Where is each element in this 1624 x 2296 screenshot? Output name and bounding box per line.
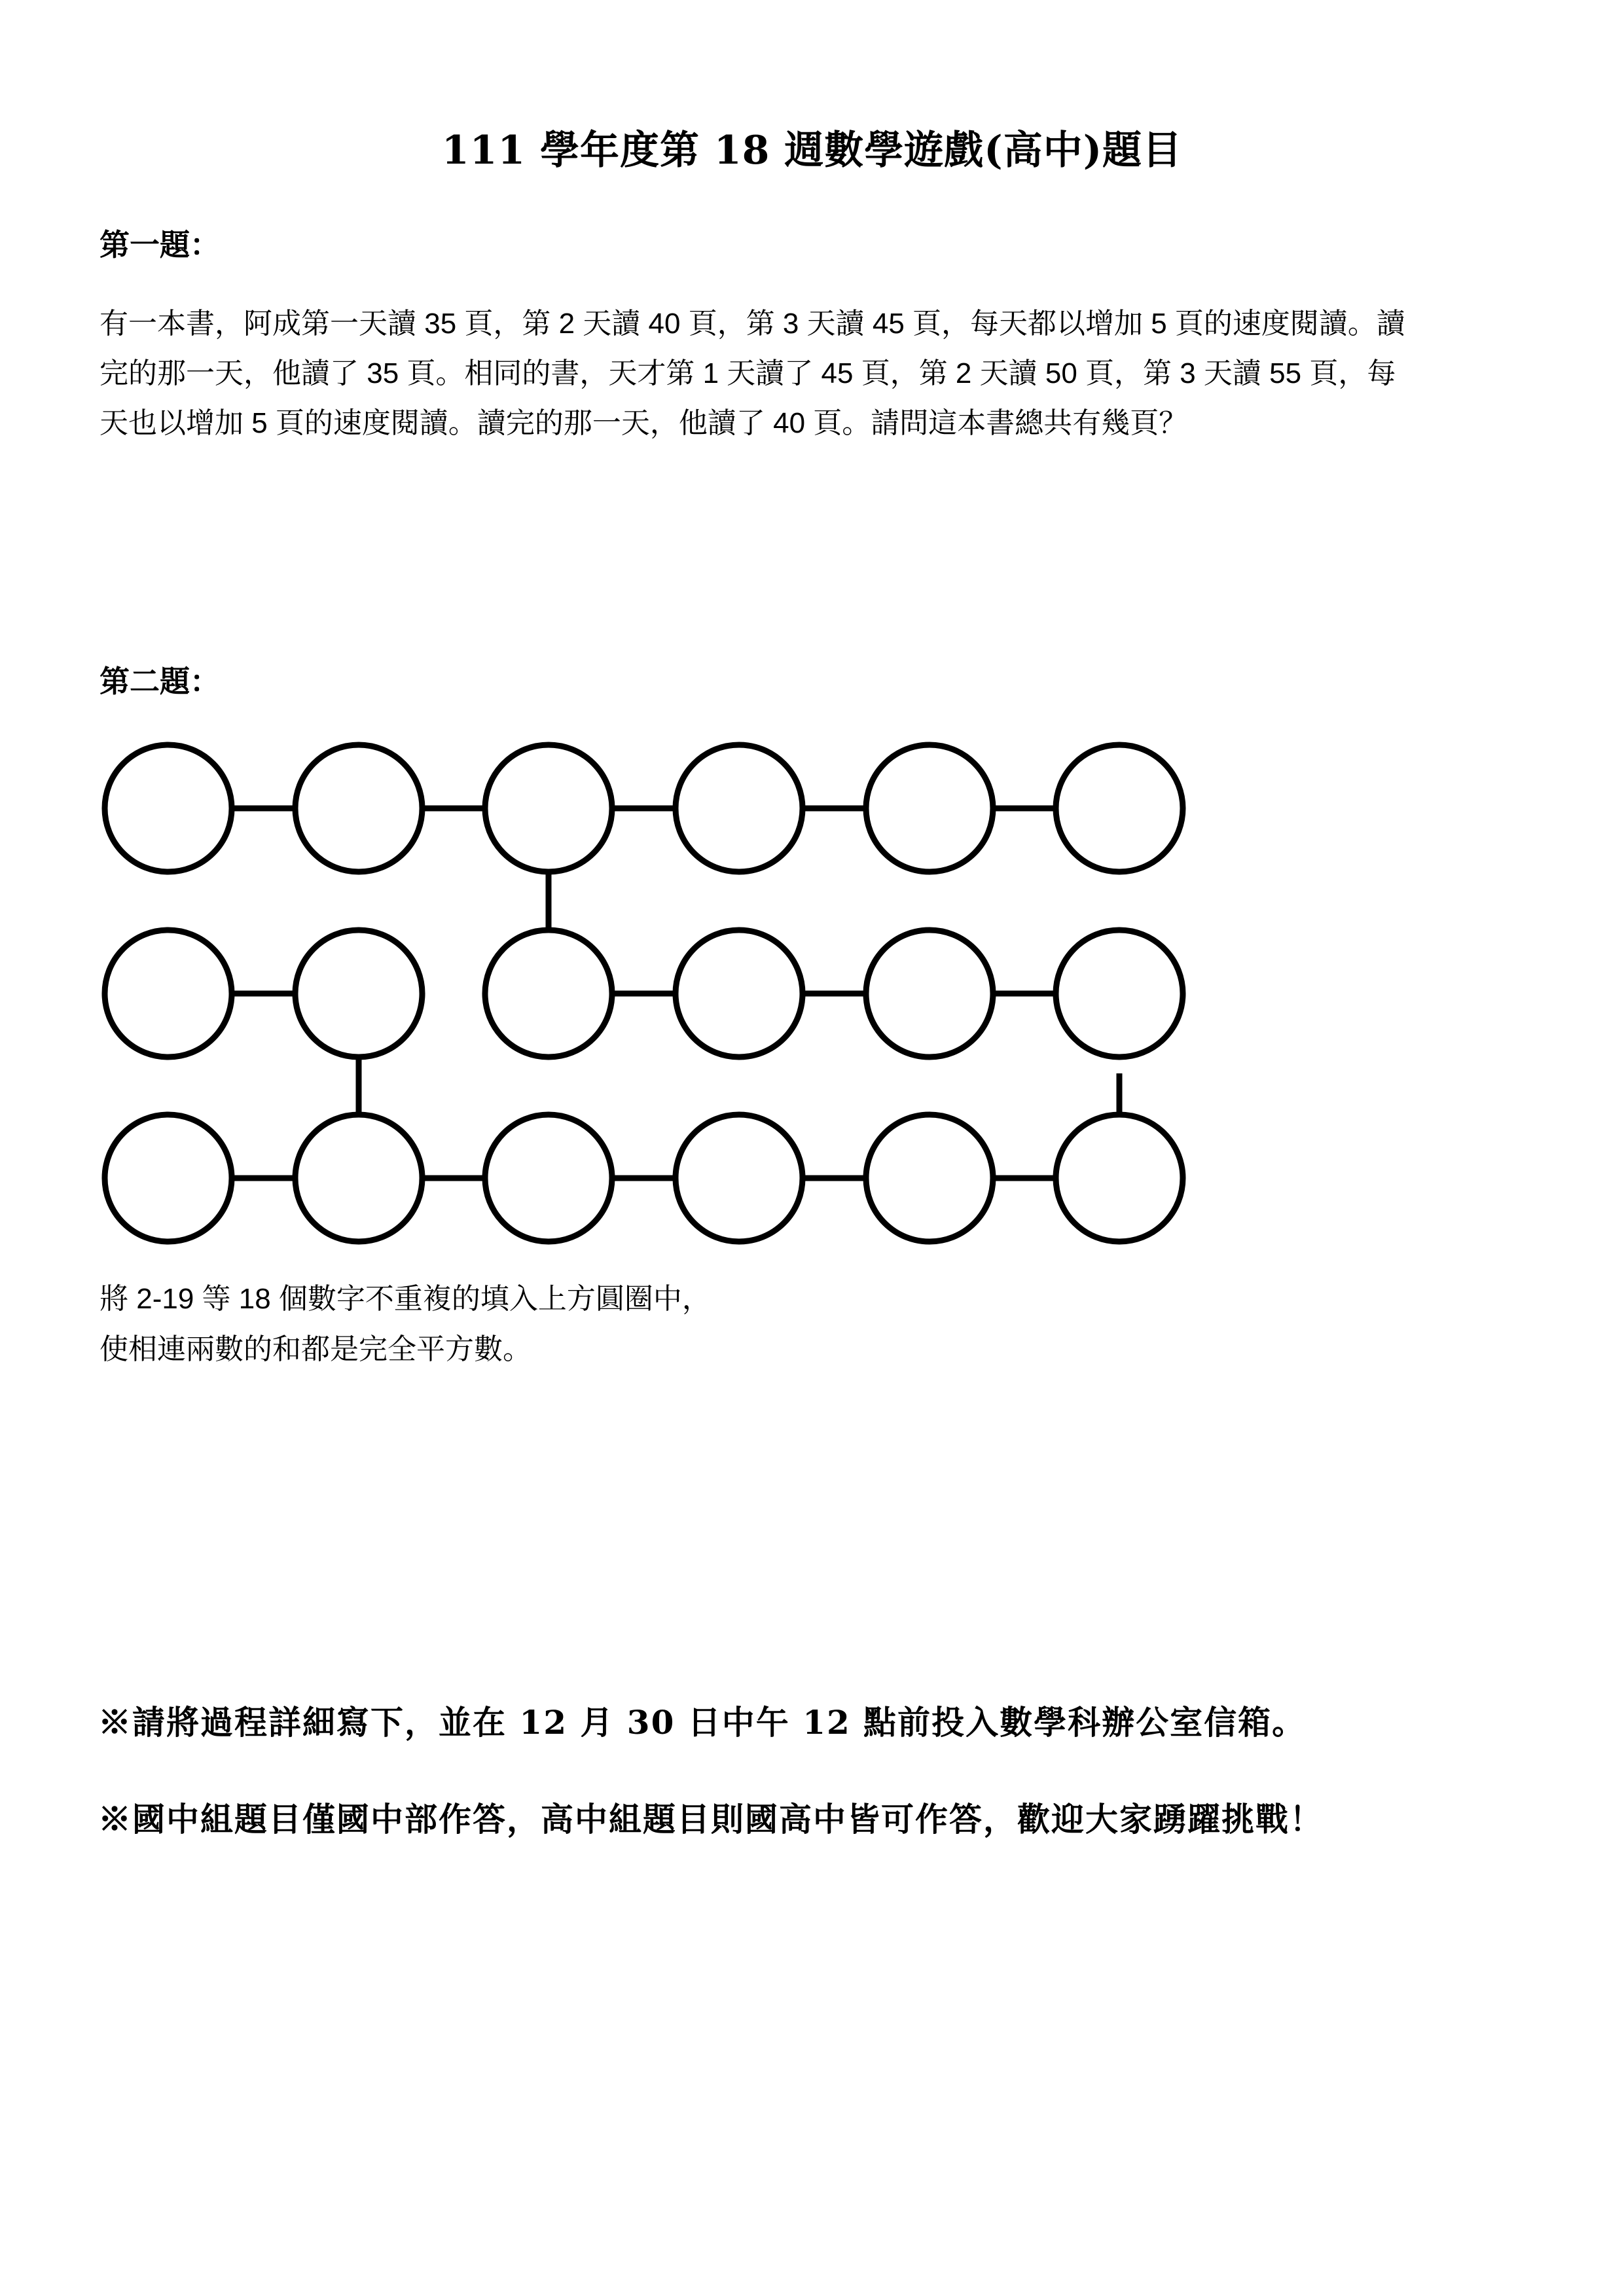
- puzzle-circle: [1056, 745, 1183, 872]
- puzzle-circle: [676, 1115, 803, 1242]
- puzzle-circle: [295, 745, 422, 872]
- puzzle-circle: [485, 1115, 612, 1242]
- puzzle-circle: [676, 930, 803, 1057]
- question-1-line-3: 天也以增加 5 頁的速度閱讀。讀完的那一天，他讀了 40 頁。請問這本書總共有幾頁？: [99, 407, 1188, 439]
- puzzle-circle: [105, 1115, 232, 1242]
- puzzle-circle: [866, 745, 993, 872]
- submission-note: ※請將過程詳細寫下，並在 12 月 30 日中午 12 點前投入數學科辦公室信箱。: [98, 1703, 1307, 1742]
- puzzle-circle: [676, 745, 803, 872]
- eligibility-note: ※國中組題目僅國中部作答，高中組題目則國高中皆可作答，歡迎大家踴躍挑戰！: [98, 1800, 1324, 1839]
- page-title: 111 學年度第 18 週數學遊戲(高中)題目: [441, 128, 1183, 173]
- question-1-heading: 第一題：: [99, 227, 220, 262]
- question-2-instruction-1: 將 2-19 等 18 個數字不重複的填入上方圓圈中，: [99, 1283, 711, 1315]
- puzzle-circle: [866, 930, 993, 1057]
- puzzle-circle: [1056, 930, 1183, 1057]
- puzzle-circle: [105, 745, 232, 872]
- question-2-instruction-2: 使相連兩數的和都是完全平方數。: [99, 1333, 532, 1365]
- puzzle-circle: [295, 1115, 422, 1242]
- question-2-heading: 第二題：: [99, 664, 220, 699]
- puzzle-circle: [295, 930, 422, 1057]
- puzzle-circle: [105, 930, 232, 1057]
- puzzle-circle: [485, 930, 612, 1057]
- puzzle-circle: [866, 1115, 993, 1242]
- question-1-line-2: 完的那一天，他讀了 35 頁。相同的書，天才第 1 天讀了 45 頁，第 2 天讀 50 頁，第 3 天讀 55 頁，每: [99, 357, 1396, 389]
- puzzle-circle: [1056, 1115, 1183, 1242]
- question-1-line-1: 有一本書，阿成第一天讀 35 頁，第 2 天讀 40 頁，第 3 天讀 45 頁，每天都以增加 5 頁的速度閱讀。讀: [99, 308, 1405, 340]
- puzzle-circle: [485, 745, 612, 872]
